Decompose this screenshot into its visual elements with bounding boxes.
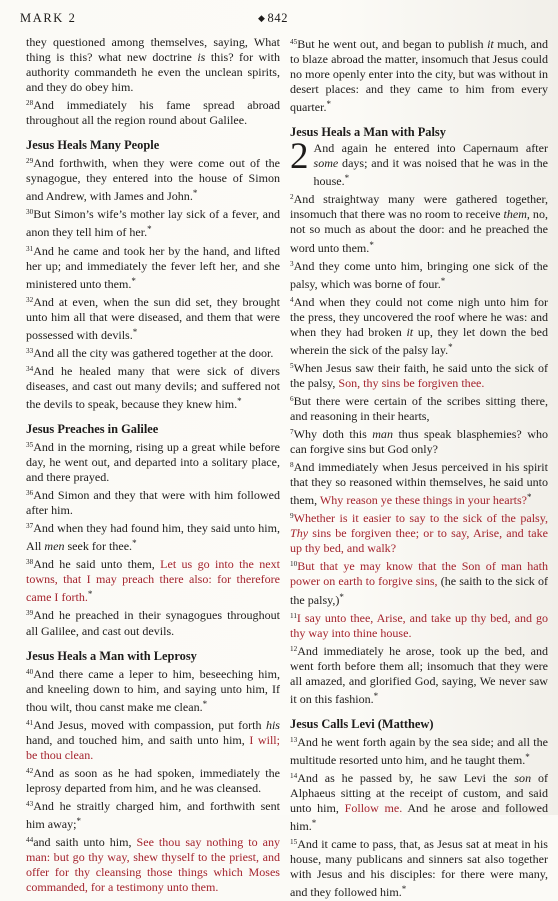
verse-text: Why doth this [293, 427, 373, 442]
verse-text: And all the city was gathered together at the door. [33, 345, 274, 360]
verse-text: And when they could not come nigh unto him for the press, they uncovered the roof where he was: and when they had broken [290, 294, 548, 339]
verse [290, 425, 548, 457]
verse [290, 557, 548, 607]
verse-text: But there were certain of the scribes sitting there, and reasoning in their hearts, [290, 393, 548, 423]
page-marker-icon: ◆ [258, 13, 266, 23]
supplied-word: man [372, 427, 393, 442]
verse-text: And as he passed by, he saw Levi the [297, 770, 515, 785]
words-of-christ: sins be forgiven thee; or to say, Arise, and take up thy bed, and walk? [290, 526, 548, 556]
section-heading: Jesus Calls Levi (Matthew) [290, 716, 434, 731]
verse-number: 2 [290, 193, 294, 202]
verse [26, 293, 280, 343]
section-heading: Jesus Heals a Man with Leprosy [26, 648, 197, 663]
verse-text: And he said unto them, [33, 557, 161, 572]
book-chapter-header: MARK 2 [20, 11, 77, 25]
verse [26, 344, 280, 361]
verse-text: And they come unto him, bringing one sick of the palsy, which was borne of four. [290, 258, 548, 291]
verse-text: And he arose and followed him. [290, 801, 548, 834]
verse [26, 764, 280, 796]
supplied-word: some [313, 156, 339, 171]
running-head [20, 11, 544, 29]
section-heading: Jesus Heals Many People [26, 138, 160, 153]
words-of-christ: Why reason ye these things in your hearts? [319, 493, 527, 508]
cross-reference-marker: * [76, 815, 82, 826]
cross-reference-marker: * [369, 239, 374, 250]
verse [26, 665, 280, 715]
supplied-word: men [44, 539, 65, 554]
verse-text: up, they let down the bed wherein the sick of the palsy lay. [290, 324, 548, 357]
words-of-christ: I will; be thou clean. [26, 732, 280, 762]
words-of-christ: I say unto thee, Arise, and take up thy bed, and go thy way into thine house. [290, 610, 548, 640]
cross-reference-marker: * [147, 224, 152, 235]
verse [26, 35, 280, 95]
verse-text: much, and to blaze abroad the matter, insomuch that Jesus could no more openly enter into the city, but was without in desert places: and they came to him from every quarter. [290, 37, 548, 115]
verse [26, 797, 280, 832]
verse [290, 609, 548, 641]
verse [290, 35, 548, 115]
supplied-word: them [503, 207, 527, 222]
verse-number: 41 [26, 718, 34, 727]
words-of-christ: Follow me. [344, 801, 403, 816]
verse-text: hand, and touched him, and saith unto him, [26, 732, 250, 747]
verse-number: 3 [290, 259, 294, 268]
verse-text: (he saith to the sick of the palsy,) [290, 574, 548, 607]
supplied-word: son [514, 770, 532, 785]
supplied-word: his [265, 717, 280, 732]
verse-number: 36 [26, 489, 34, 498]
words-of-christ: See thou say nothing to any man: but go thy way, shew thyself to the priest, and offer for thy cleansing those things which Moses commanded, for a testimony unto them. [26, 835, 280, 895]
verse-number: 42 [26, 766, 34, 775]
section-heading: Jesus Preaches in Galilee [26, 421, 159, 436]
verse-text: And he healed many that were sick of divers diseases, and cast out many devils; and suffered not the devils to speak, because they knew him. [26, 363, 280, 411]
verse-number: 28 [26, 99, 34, 108]
verse-text: and saith unto him, [33, 835, 137, 850]
cross-reference-marker: * [339, 591, 344, 602]
cross-reference-marker: * [525, 751, 530, 762]
verse-number: 15 [290, 838, 298, 847]
verse-number: 40 [26, 667, 34, 676]
cross-reference-marker: * [326, 99, 331, 110]
verse [26, 519, 280, 554]
verse [26, 833, 280, 895]
verse [26, 716, 280, 763]
verse-text: of Alphaeus sitting at the receipt of custom, and said unto him, [290, 770, 549, 816]
verse-text: And Simon and they that were with him followed after him. [26, 488, 280, 518]
verse-number: 37 [26, 522, 34, 531]
verse-number: 35 [26, 440, 34, 449]
verse [26, 486, 280, 518]
verse-text: And he preached in their synagogues throughout all Galilee, and cast out devils. [26, 608, 280, 638]
verse-number: 43 [26, 799, 34, 808]
verse [290, 509, 548, 556]
verse-number: 30 [26, 208, 34, 217]
verse-text: And again he entered into Capernaum after [313, 141, 548, 156]
verse-text: And as soon as he had spoken, immediately the leprosy departed from him, and he was cleansed. [26, 765, 280, 795]
verse-number: 4 [290, 295, 294, 304]
cross-reference-marker: * [192, 188, 198, 199]
words-of-christ: Let us go into the next towns, that I may preach there also: for therefore came I forth. [26, 557, 280, 605]
verse [26, 438, 280, 485]
verse [26, 205, 280, 240]
verse-text: And straightway many were gathered together, insomuch that there was no room to receive [290, 192, 548, 222]
verse-number: 12 [290, 644, 298, 653]
verse [26, 555, 280, 605]
cross-reference-marker: * [202, 698, 208, 709]
cross-reference-marker: * [527, 492, 532, 503]
verse [290, 769, 548, 834]
verse-number: 9 [290, 512, 294, 521]
verse [290, 257, 548, 292]
verse-text: And forthwith, when they were come out of the synagogue, they entered into the house of Simon and Andrew, with James and John. [26, 156, 280, 204]
verse-number: 6 [290, 394, 294, 403]
cross-reference-marker: * [132, 326, 138, 337]
cross-reference-marker: * [131, 275, 136, 286]
verse-text: And it came to pass, that, as Jesus sat at meat in his house, many publicans and sinners sat also together with Jesus and his disciples: for there were many, and they followed him. [290, 837, 548, 900]
verse-text: this? for with authority commandeth he even the unclean spirits, and they do obey him. [26, 50, 280, 95]
verse-number: 45 [290, 38, 298, 46]
cross-reference-marker: * [237, 395, 242, 406]
verse-number: 5 [290, 361, 294, 370]
verse [290, 733, 548, 768]
verse-text: When Jesus saw their faith, he said unto the sick of the palsy, [290, 360, 548, 390]
verse-text: they questioned among themselves, saying, What thing is this? what new doctrine [26, 35, 280, 65]
verse-text: And he came and took her by the hand, and lifted her up; and immediately the fever left her, and she ministered unto them. [26, 243, 280, 291]
verse-number: 44 [26, 836, 34, 845]
words-of-christ: Son, thy sins be forgiven thee. [338, 375, 485, 390]
verse-text: And Jesus, moved with compassion, put forth [33, 717, 266, 732]
verse-text: days; and it was noised that he was in the house. [313, 156, 548, 189]
verse [26, 606, 280, 638]
verse-number: 39 [26, 609, 34, 618]
verse [290, 835, 548, 900]
verse-text: And when they had found him, they said unto him, All [26, 521, 280, 554]
verse-text: seek for thee. [64, 539, 133, 554]
verse [290, 359, 548, 391]
verse-number: 10 [290, 560, 298, 569]
verse-number: 13 [290, 735, 298, 744]
verse-text: And immediately he arose, took up the bed, and went forth before them all; insomuch that they were all amazed, and glorified God, saying, We never saw it on this fashion. [290, 643, 548, 706]
verse-number: 34 [26, 364, 34, 373]
verse [26, 96, 280, 128]
cross-reference-marker: * [132, 538, 137, 549]
cross-reference-marker: * [344, 173, 350, 184]
verse-text: And he straitly charged him, and forthwith sent him away; [26, 798, 280, 831]
verse-text: And he went forth again by the sea side; and all the multitude resorted unto him, and he taught them. [290, 734, 548, 767]
page-number-text: 842 [267, 11, 289, 25]
page-number [258, 11, 288, 26]
verse-number: 7 [290, 428, 294, 437]
verse [26, 362, 280, 412]
verse-number: 29 [26, 157, 34, 166]
verse-number: 32 [26, 295, 34, 304]
cross-reference-marker: * [87, 589, 93, 600]
verse-text: But Simon’s wife’s mother lay sick of a fever, and anon they tell him of her. [26, 207, 280, 240]
verse-number: 8 [290, 461, 294, 470]
words-of-christ: Whether is it easier to say to the sick of the palsy, [293, 511, 548, 526]
verse-text: , no, not so much as about the door: and he preached the word unto them. [290, 207, 548, 255]
verse [290, 642, 548, 707]
verse-text: And immediately his fame spread abroad throughout all the region round about Galilee. [26, 98, 280, 128]
verse-text: thus speak blasphemies? who can forgive sins but God only? [290, 427, 548, 457]
verse [290, 458, 548, 508]
supplied-word: is [197, 50, 206, 65]
verse-text: But he went out, and began to publish [297, 37, 488, 51]
supplied-word: it [487, 37, 494, 51]
verse-text: And in the morning, rising up a great while before day, he went out, and departed into a solitary place, and there prayed. [26, 439, 280, 485]
chapter-start-verse [290, 136, 548, 189]
words-of-christ: But that ye may know that the Son of man hath power on earth to forgive sins, [290, 559, 548, 589]
cross-reference-marker: * [311, 818, 317, 829]
left-column [26, 35, 280, 896]
verse-number: 31 [26, 244, 34, 253]
verse [26, 154, 280, 204]
verse [290, 293, 548, 358]
section-heading: Jesus Heals a Man with Palsy [290, 125, 446, 140]
verse-number: 33 [26, 346, 34, 355]
chapter-number: 2 [290, 136, 309, 178]
verse-text: And immediately when Jesus perceived in his spirit that they so reasoned within themselves, he said unto them, [290, 460, 548, 508]
cross-reference-marker: * [401, 884, 407, 895]
cross-reference-marker: * [373, 690, 379, 701]
words-of-christ: Thy [290, 526, 309, 541]
cross-reference-marker: * [440, 275, 446, 286]
verse-number: 14 [290, 771, 298, 780]
verse-text: And at even, when the sun did set, they brought unto him all that were diseased, and them that were possessed with devils. [26, 294, 280, 342]
verse [290, 392, 548, 424]
supplied-word: it [406, 324, 414, 339]
verse-number: 11 [290, 611, 297, 620]
verse-number: 38 [26, 558, 34, 567]
verse [26, 242, 280, 292]
cross-reference-marker: * [448, 341, 453, 352]
verse-text: And there came a leper to him, beseeching him, and kneeling down to him, and saying unto him, If thou wilt, thou canst make me clean. [26, 666, 280, 714]
right-column [290, 35, 548, 901]
verse [290, 190, 548, 255]
